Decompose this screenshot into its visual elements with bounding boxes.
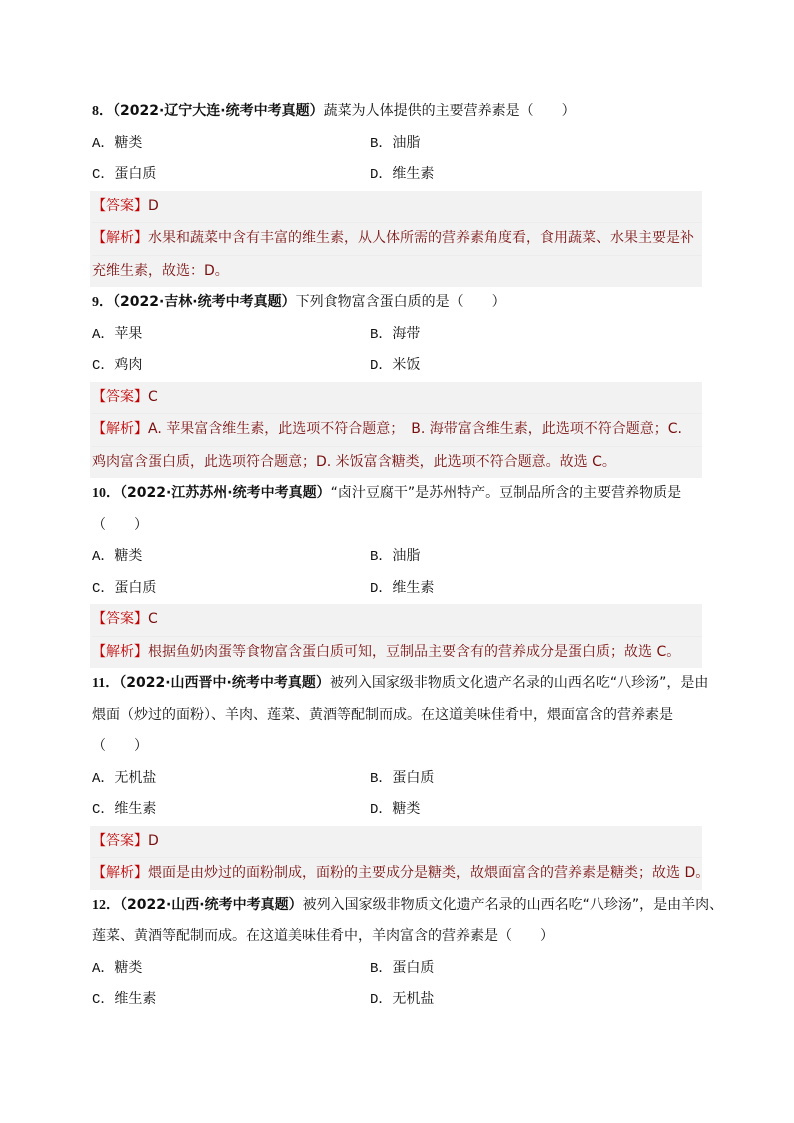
options-row — [92, 794, 700, 826]
answer-value: C — [148, 611, 158, 627]
options-row — [92, 953, 700, 985]
question-number: 10． — [92, 486, 120, 501]
question-source: （2022·山西晋中·统考中考真题） — [119, 675, 330, 691]
question-stem — [92, 96, 700, 128]
answer-box — [90, 604, 702, 668]
question-stem — [92, 287, 700, 319]
question-source: （2022·山西·统考中考真题） — [120, 896, 303, 913]
question-text: “卤汁豆腐干”是苏州特产。豆制品所含的主要营养物质是 — [330, 485, 682, 501]
analysis-line: 【解析】水果和蔬菜中含有丰富的维生素，从人体所需的营养素角度看，食用蔬菜、水果主要是补 — [92, 223, 702, 256]
answer-tag: 【答案】 — [92, 832, 148, 849]
question-source: （2022·吉林·统考中考真题） — [113, 294, 296, 310]
document-page — [92, 96, 724, 1016]
question-text: 蔬菜为人体提供的主要营养素是（ ） — [323, 103, 576, 119]
question-text-continued: （ ） — [92, 738, 148, 754]
option-a: A．无机盐 — [92, 769, 157, 787]
question-text: 被列入国家级非物质文化遗产名录的山西名吃“八珍汤”，是由 — [329, 675, 709, 691]
option-a: A．糖类 — [92, 548, 143, 565]
option-a: A．糖类 — [92, 134, 143, 152]
question-9 — [92, 287, 700, 478]
answer-value: D — [148, 197, 159, 214]
question-stem — [92, 890, 724, 922]
answer-tag: 【答案】 — [92, 197, 148, 214]
question-text-continued: （ ） — [92, 516, 148, 533]
question-8 — [92, 96, 700, 287]
option-d: D．维生素 — [370, 579, 435, 597]
options-row — [92, 573, 700, 605]
analysis-line: 充维生素，故选：D。 — [92, 262, 229, 279]
options-row — [92, 541, 700, 573]
option-c: C．蛋白质 — [92, 579, 157, 597]
question-text-continued: 莲菜、黄酒等配制而成。在这道美味佳肴中，羊肉富含的营养素是（ ） — [92, 928, 554, 944]
option-d: D．糖类 — [370, 801, 421, 818]
option-b: B．蛋白质 — [370, 959, 435, 977]
question-text: 被列入国家级非物质文化遗产名录的山西名吃“八珍汤”，是由羊肉、 — [302, 896, 724, 913]
option-d: D．米饭 — [370, 357, 421, 374]
option-c: C．维生素 — [92, 801, 157, 818]
question-11 — [92, 668, 710, 890]
question-number: 9． — [92, 295, 113, 310]
option-b: B．油脂 — [370, 134, 421, 152]
question-12 — [92, 890, 724, 1016]
question-number: 12． — [92, 897, 120, 913]
question-10 — [92, 478, 700, 668]
option-b: B．油脂 — [370, 548, 421, 565]
analysis-tag: 【解析】 — [92, 865, 148, 881]
option-a: A．苹果 — [92, 325, 143, 343]
question-text: 下列食物富含蛋白质的是（ ） — [295, 294, 506, 310]
options-row — [92, 350, 700, 382]
option-a: A．糖类 — [92, 959, 143, 977]
option-c: C．维生素 — [92, 991, 157, 1008]
answer-line — [92, 604, 702, 637]
option-d: D．维生素 — [370, 166, 435, 183]
answer-tag: 【答案】 — [92, 611, 148, 627]
options-row — [92, 159, 700, 191]
analysis-line: 鸡肉富含蛋白质，此选项符合题意；D. 米饭富含糖类，此选项不符合题意。故选 C。 — [92, 453, 616, 470]
question-source: （2022·辽宁大连·统考中考真题） — [113, 103, 324, 119]
answer-value: D — [148, 832, 159, 849]
analysis-tag: 【解析】 — [92, 643, 148, 660]
analysis-line: 【解析】A. 苹果富含维生素，此选项不符合题意； B. 海带富含维生素，此选项不符合题意；C. — [92, 414, 702, 447]
answer-box — [90, 826, 710, 890]
analysis-line: 【解析】煨面是由炒过的面粉制成，面粉的主要成分是糖类，故煨面富含的营养素是糖类；故选 D。 — [92, 865, 710, 881]
answer-line — [92, 191, 702, 224]
option-d: D．无机盐 — [370, 991, 435, 1008]
option-b: B．蛋白质 — [370, 769, 435, 787]
option-c: C．鸡肉 — [92, 357, 143, 374]
option-c: C．蛋白质 — [92, 166, 157, 183]
analysis-tag: 【解析】 — [92, 421, 148, 437]
answer-box — [90, 191, 702, 288]
question-number: 11． — [92, 676, 120, 691]
answer-line — [92, 382, 702, 415]
answer-tag: 【答案】 — [92, 388, 148, 405]
analysis-line: 【解析】根据鱼奶肉蛋等食物富含蛋白质可知，豆制品主要含有的营养成分是蛋白质；故选 C。 — [92, 643, 681, 660]
question-number: 8． — [92, 104, 113, 119]
options-row — [92, 128, 700, 160]
options-row — [92, 984, 700, 1016]
analysis-tag: 【解析】 — [92, 230, 148, 246]
option-b: B．海带 — [370, 325, 421, 343]
answer-box — [90, 382, 702, 479]
options-row — [92, 319, 700, 351]
answer-value: C — [148, 388, 158, 405]
question-text-continued: 煨面（炒过的面粉）、羊肉、莲菜、黄酒等配制而成。在这道美味佳肴中，煨面富含的营养素是 — [92, 706, 673, 723]
options-row — [92, 763, 700, 795]
question-stem — [92, 668, 709, 700]
question-source: （2022·江苏苏州·统考中考真题） — [120, 485, 331, 501]
answer-line — [92, 826, 702, 859]
question-stem — [92, 478, 700, 510]
